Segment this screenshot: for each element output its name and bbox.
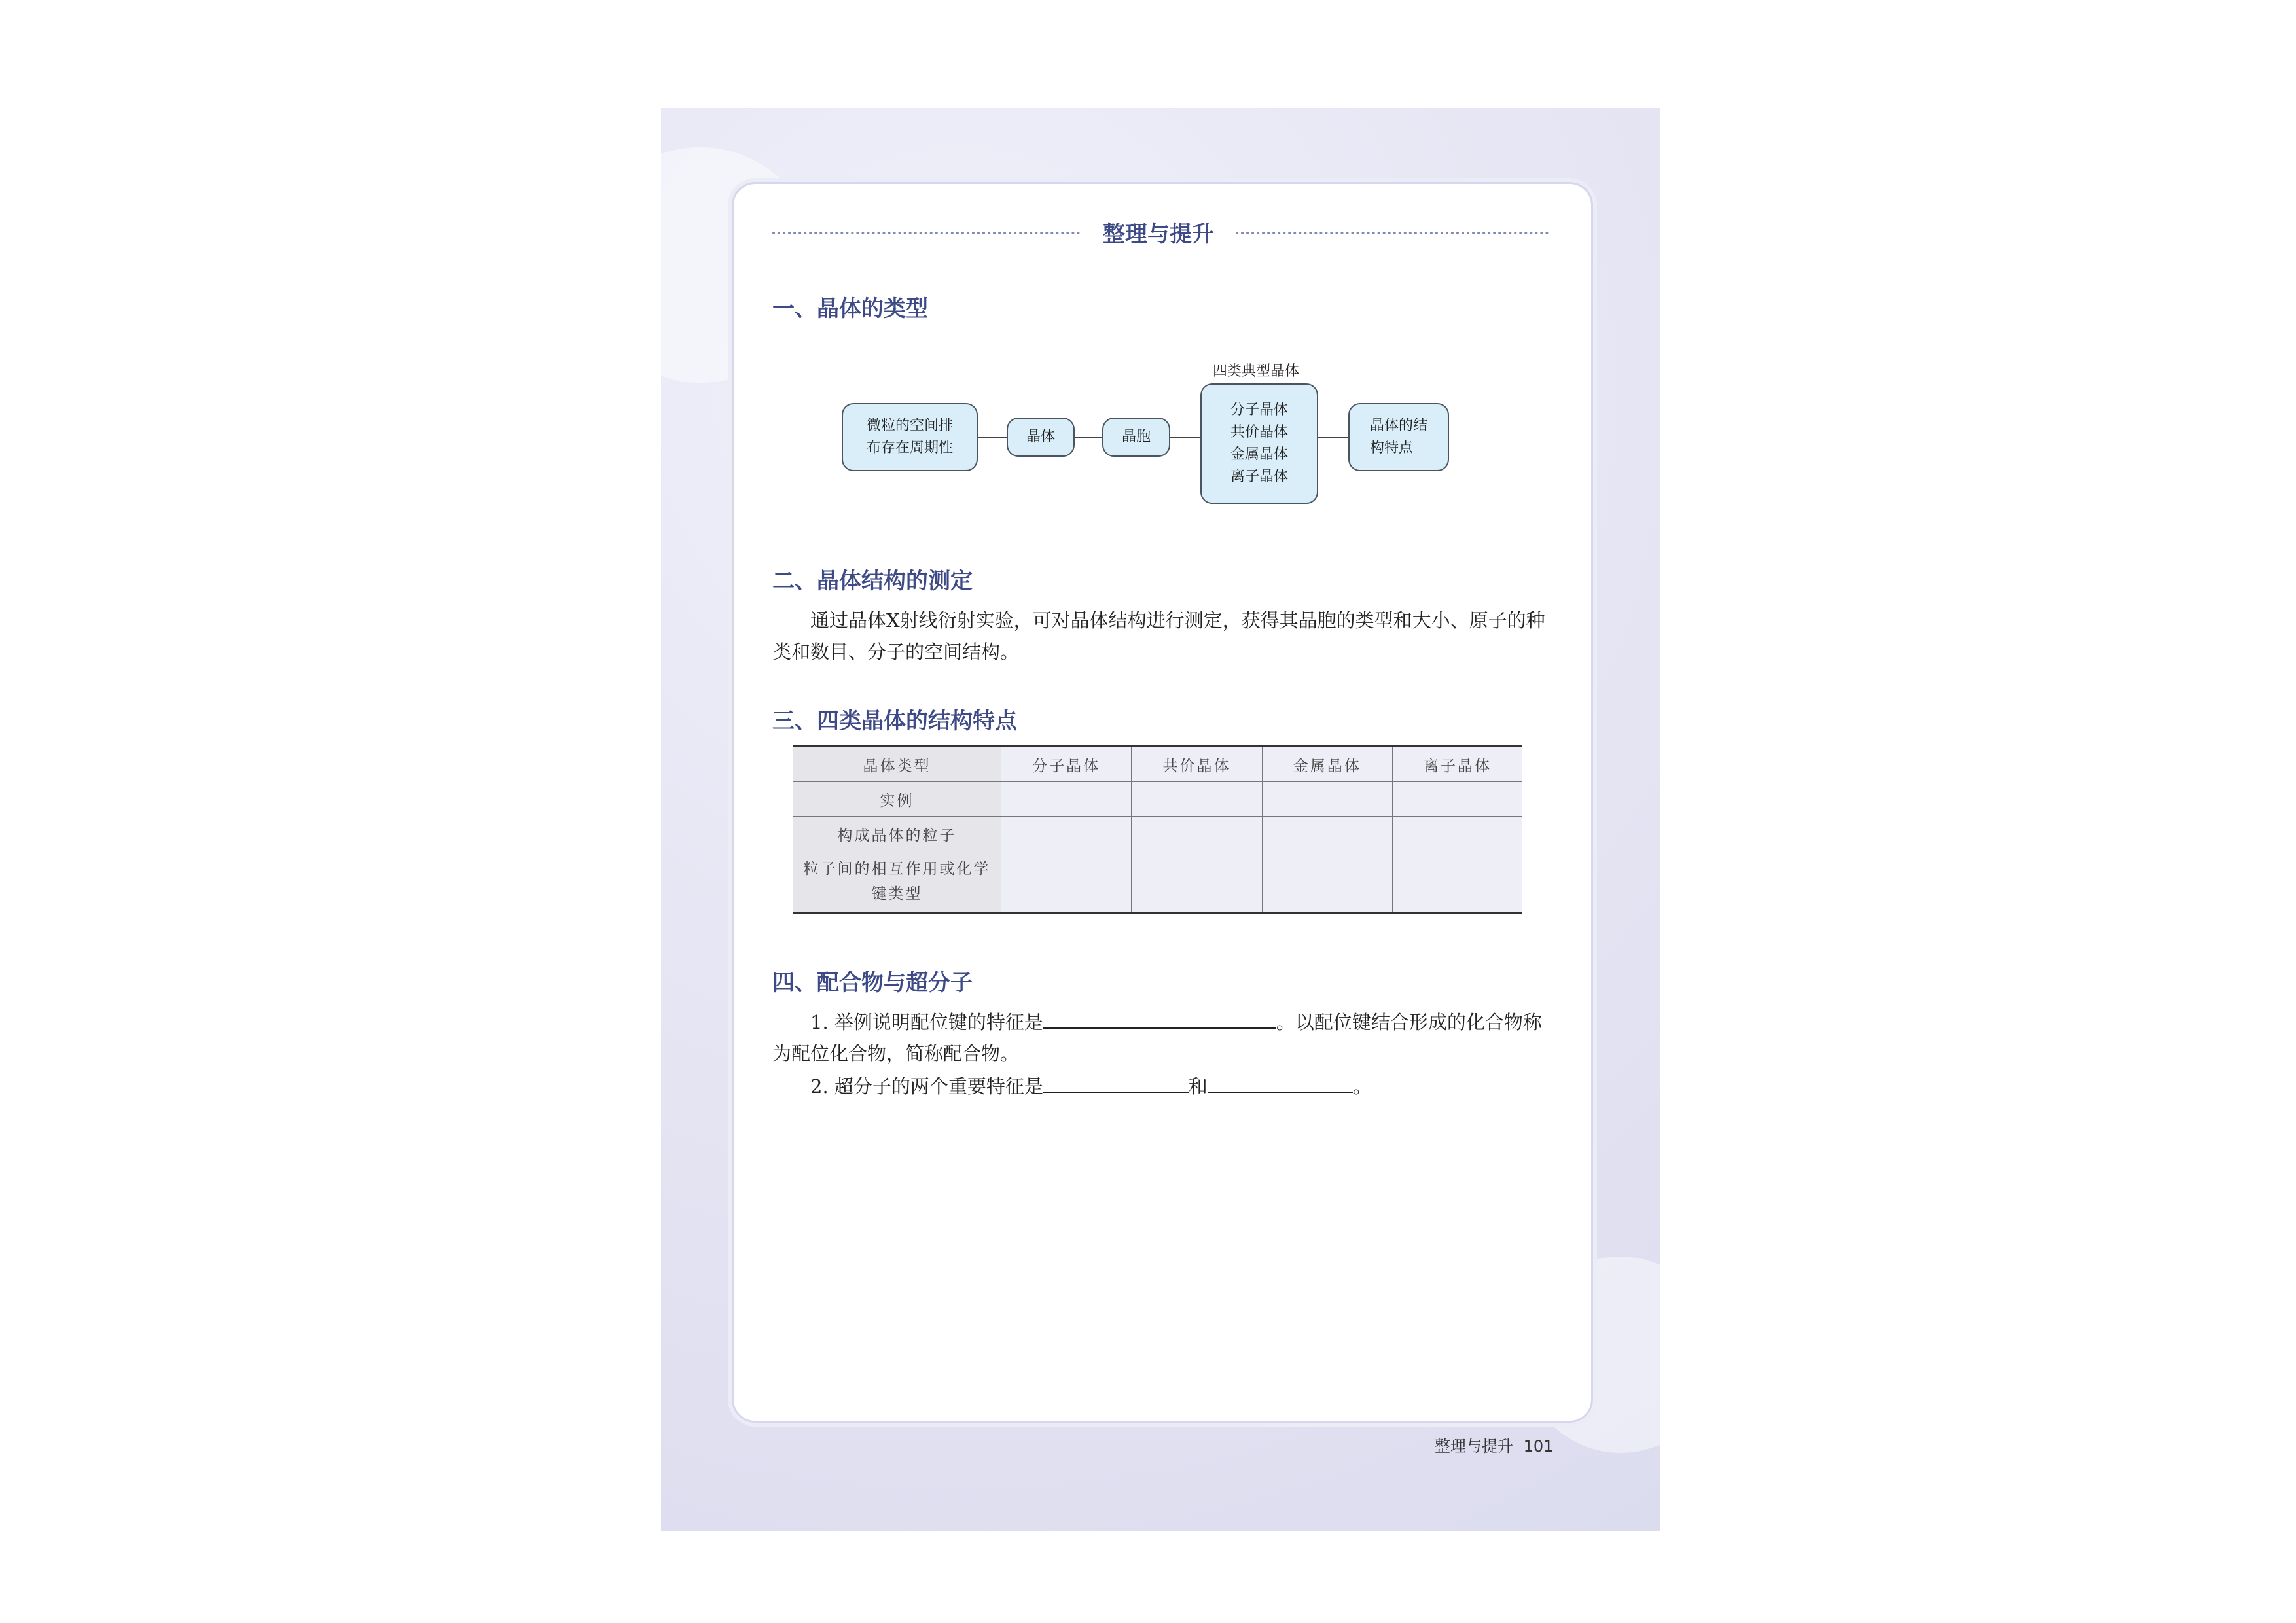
section2-title: 二、晶体结构的测定 (772, 568, 973, 594)
item2-text-after: 。 (1352, 1075, 1372, 1097)
item1-text-before: 1. 举例说明配位键的特征是 (810, 1011, 1043, 1033)
diagram-box-crystal (1007, 418, 1075, 457)
diagram-box-unit-cell (1102, 418, 1170, 457)
table-cell-blank[interactable] (1132, 851, 1262, 913)
diagram-box-crystal-label: 晶体 (1026, 429, 1055, 445)
table-row-header: 构成晶体的粒子 (793, 817, 1001, 851)
table-header-cell: 离子晶体 (1393, 747, 1522, 782)
page-number: 101 (1523, 1437, 1554, 1455)
diagram-box-four-types (1200, 383, 1318, 504)
header-title: 整理与提升 (1103, 221, 1214, 247)
table-cell-blank[interactable] (1262, 817, 1392, 851)
table-header-cell: 金属晶体 (1262, 747, 1392, 782)
diagram-connector-3 (1170, 437, 1200, 438)
section1-title: 一、晶体的类型 (772, 296, 928, 322)
diagram-type-molecular: 分子晶体 (1230, 402, 1288, 418)
diagram-box-periodic-line2: 布存在周期性 (866, 440, 953, 456)
diagram-type-ionic: 离子晶体 (1230, 469, 1288, 485)
table-row (793, 782, 1522, 817)
table-row-header: 实例 (793, 782, 1001, 817)
table-cell-blank[interactable] (1262, 782, 1392, 817)
diagram-connector-2 (1075, 437, 1102, 438)
item1-text-after: 。以配位键结合形成的化合物称为配位化合物，简称配合物。 (772, 1011, 1542, 1065)
section4-title: 四、配合物与超分子 (772, 970, 973, 996)
diagram-connector-1 (978, 437, 1007, 438)
table-cell-blank[interactable] (1393, 782, 1522, 817)
diagram-box-periodic-line1: 微粒的空间排 (866, 418, 953, 434)
table-header-cell: 共价晶体 (1132, 747, 1262, 782)
table-cell-blank[interactable] (1393, 851, 1522, 913)
item1-blank[interactable] (1043, 1008, 1276, 1029)
header-dots-left (772, 232, 1080, 234)
item2-blank-1[interactable] (1043, 1072, 1189, 1093)
header-dots-right (1236, 232, 1549, 234)
table-cell-blank[interactable] (1001, 782, 1132, 817)
table-cell-blank[interactable] (1132, 782, 1262, 817)
table-cell-blank[interactable] (1001, 851, 1132, 913)
diagram-box-periodic (842, 403, 978, 471)
section4-item1 (772, 1007, 1551, 1069)
crystal-structure-table (793, 745, 1522, 914)
item2-blank-2[interactable] (1208, 1072, 1353, 1093)
table-cell-blank[interactable] (1393, 817, 1522, 851)
diagram-connector-4 (1318, 437, 1348, 438)
table-row-header: 粒子间的相互作用或化学键类型 (793, 851, 1001, 913)
table-row (793, 817, 1522, 851)
section2-paragraph: 通过晶体X射线衍射实验，可对晶体结构进行测定，获得其晶胞的类型和大小、原子的种类和数目、分子的空间结构。 (772, 609, 1545, 663)
table-cell-blank[interactable] (1001, 817, 1132, 851)
diagram-box-unit-cell-label: 晶胞 (1121, 429, 1151, 445)
table-row (793, 851, 1522, 913)
table-header-cell: 晶体类型 (793, 747, 1001, 782)
diagram-type-metallic: 金属晶体 (1230, 446, 1288, 463)
section3-title: 三、四类晶体的结构特点 (772, 708, 1017, 734)
table-header-cell: 分子晶体 (1001, 747, 1132, 782)
diagram-type-covalent: 共价晶体 (1230, 424, 1288, 440)
diagram-box-structure-features (1348, 403, 1449, 471)
table-header-row (793, 747, 1522, 782)
table-cell-blank[interactable] (1132, 817, 1262, 851)
diagram-group-label: 四类典型晶体 (1213, 363, 1300, 380)
section4-item2 (772, 1071, 1551, 1102)
diagram-box-features-line1: 晶体的结 (1369, 418, 1427, 434)
diagram-box-features-line2: 构特点 (1369, 440, 1413, 456)
page-footer (1435, 1433, 1553, 1456)
item2-text-middle: 和 (1188, 1075, 1208, 1097)
item2-text-before: 2. 超分子的两个重要特征是 (810, 1075, 1043, 1097)
footer-label: 整理与提升 (1435, 1437, 1513, 1455)
table-cell-blank[interactable] (1262, 851, 1392, 913)
